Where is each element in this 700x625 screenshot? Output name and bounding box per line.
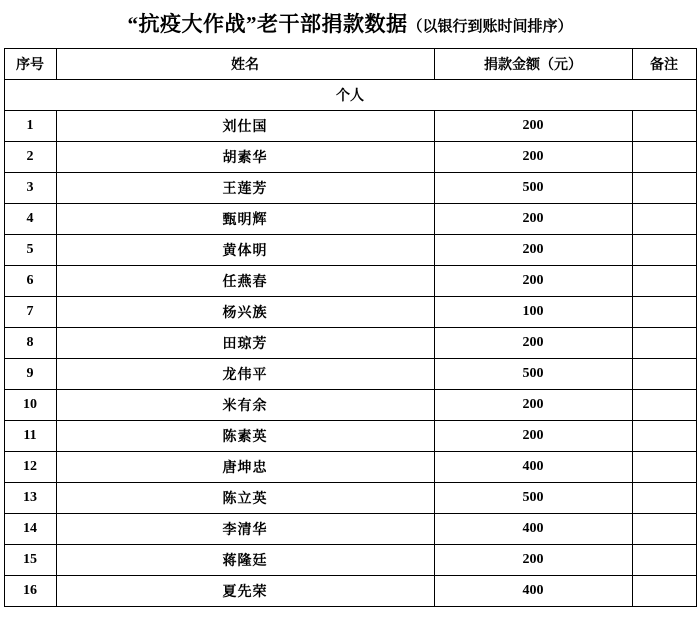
cell-note [632, 204, 696, 235]
cell-note [632, 142, 696, 173]
cell-amount: 200 [434, 142, 632, 173]
cell-note [632, 111, 696, 142]
cell-note [632, 297, 696, 328]
cell-seq: 12 [4, 452, 56, 483]
section-label-individual: 个人 [4, 80, 696, 111]
cell-note [632, 545, 696, 576]
cell-name: 胡素华 [56, 142, 434, 173]
cell-amount: 200 [434, 111, 632, 142]
table-row [4, 359, 696, 390]
table-row [4, 576, 696, 607]
cell-name: 杨兴族 [56, 297, 434, 328]
table-row [4, 204, 696, 235]
cell-name: 夏先荣 [56, 576, 434, 607]
cell-seq: 11 [4, 421, 56, 452]
cell-seq: 7 [4, 297, 56, 328]
cell-amount: 400 [434, 576, 632, 607]
cell-note [632, 359, 696, 390]
cell-seq: 6 [4, 266, 56, 297]
cell-name: 陈素英 [56, 421, 434, 452]
cell-seq: 14 [4, 514, 56, 545]
cell-amount: 500 [434, 173, 632, 204]
cell-name: 米有余 [56, 390, 434, 421]
cell-amount: 200 [434, 421, 632, 452]
table-row [4, 235, 696, 266]
cell-amount: 100 [434, 297, 632, 328]
page-title-subtitle: （以银行到账时间排序） [407, 19, 573, 35]
table-body [4, 80, 696, 607]
cell-seq: 1 [4, 111, 56, 142]
cell-amount: 200 [434, 204, 632, 235]
cell-name: 陈立英 [56, 483, 434, 514]
cell-amount: 200 [434, 545, 632, 576]
table-section-row [4, 80, 696, 111]
column-header-name: 姓名 [56, 49, 434, 80]
cell-note [632, 421, 696, 452]
cell-note [632, 173, 696, 204]
cell-amount: 200 [434, 235, 632, 266]
table-row [4, 421, 696, 452]
cell-seq: 3 [4, 173, 56, 204]
cell-name: 任燕春 [56, 266, 434, 297]
table-row [4, 111, 696, 142]
column-header-note: 备注 [632, 49, 696, 80]
cell-seq: 8 [4, 328, 56, 359]
table-row [4, 328, 696, 359]
cell-seq: 13 [4, 483, 56, 514]
table-row [4, 266, 696, 297]
table-row [4, 142, 696, 173]
column-header-seq: 序号 [4, 49, 56, 80]
cell-note [632, 483, 696, 514]
cell-amount: 200 [434, 390, 632, 421]
cell-name: 田琼芳 [56, 328, 434, 359]
table-header-row [4, 49, 696, 80]
cell-name: 黄体明 [56, 235, 434, 266]
cell-note [632, 390, 696, 421]
table-row [4, 390, 696, 421]
cell-note [632, 452, 696, 483]
cell-name: 唐坤忠 [56, 452, 434, 483]
cell-amount: 200 [434, 328, 632, 359]
table-header [4, 49, 696, 80]
table-row [4, 483, 696, 514]
cell-name: 刘仕国 [56, 111, 434, 142]
cell-seq: 2 [4, 142, 56, 173]
cell-seq: 10 [4, 390, 56, 421]
table-row [4, 545, 696, 576]
cell-seq: 16 [4, 576, 56, 607]
cell-note [632, 328, 696, 359]
cell-note [632, 514, 696, 545]
table-row [4, 173, 696, 204]
cell-amount: 200 [434, 266, 632, 297]
table-row [4, 297, 696, 328]
cell-note [632, 235, 696, 266]
cell-name: 蒋隆廷 [56, 545, 434, 576]
cell-name: 甄明辉 [56, 204, 434, 235]
cell-amount: 400 [434, 452, 632, 483]
cell-seq: 4 [4, 204, 56, 235]
cell-amount: 500 [434, 359, 632, 390]
cell-name: 李清华 [56, 514, 434, 545]
cell-amount: 400 [434, 514, 632, 545]
cell-seq: 5 [4, 235, 56, 266]
page-title-main: “抗疫大作战”老干部捐款数据 [127, 12, 408, 36]
cell-seq: 9 [4, 359, 56, 390]
donation-table [4, 48, 697, 607]
table-row [4, 514, 696, 545]
column-header-amount: 捐款金额（元） [434, 49, 632, 80]
cell-note [632, 266, 696, 297]
cell-seq: 15 [4, 545, 56, 576]
cell-name: 龙伟平 [56, 359, 434, 390]
cell-name: 王莲芳 [56, 173, 434, 204]
page-title [0, 0, 700, 48]
table-row [4, 452, 696, 483]
cell-note [632, 576, 696, 607]
cell-amount: 500 [434, 483, 632, 514]
